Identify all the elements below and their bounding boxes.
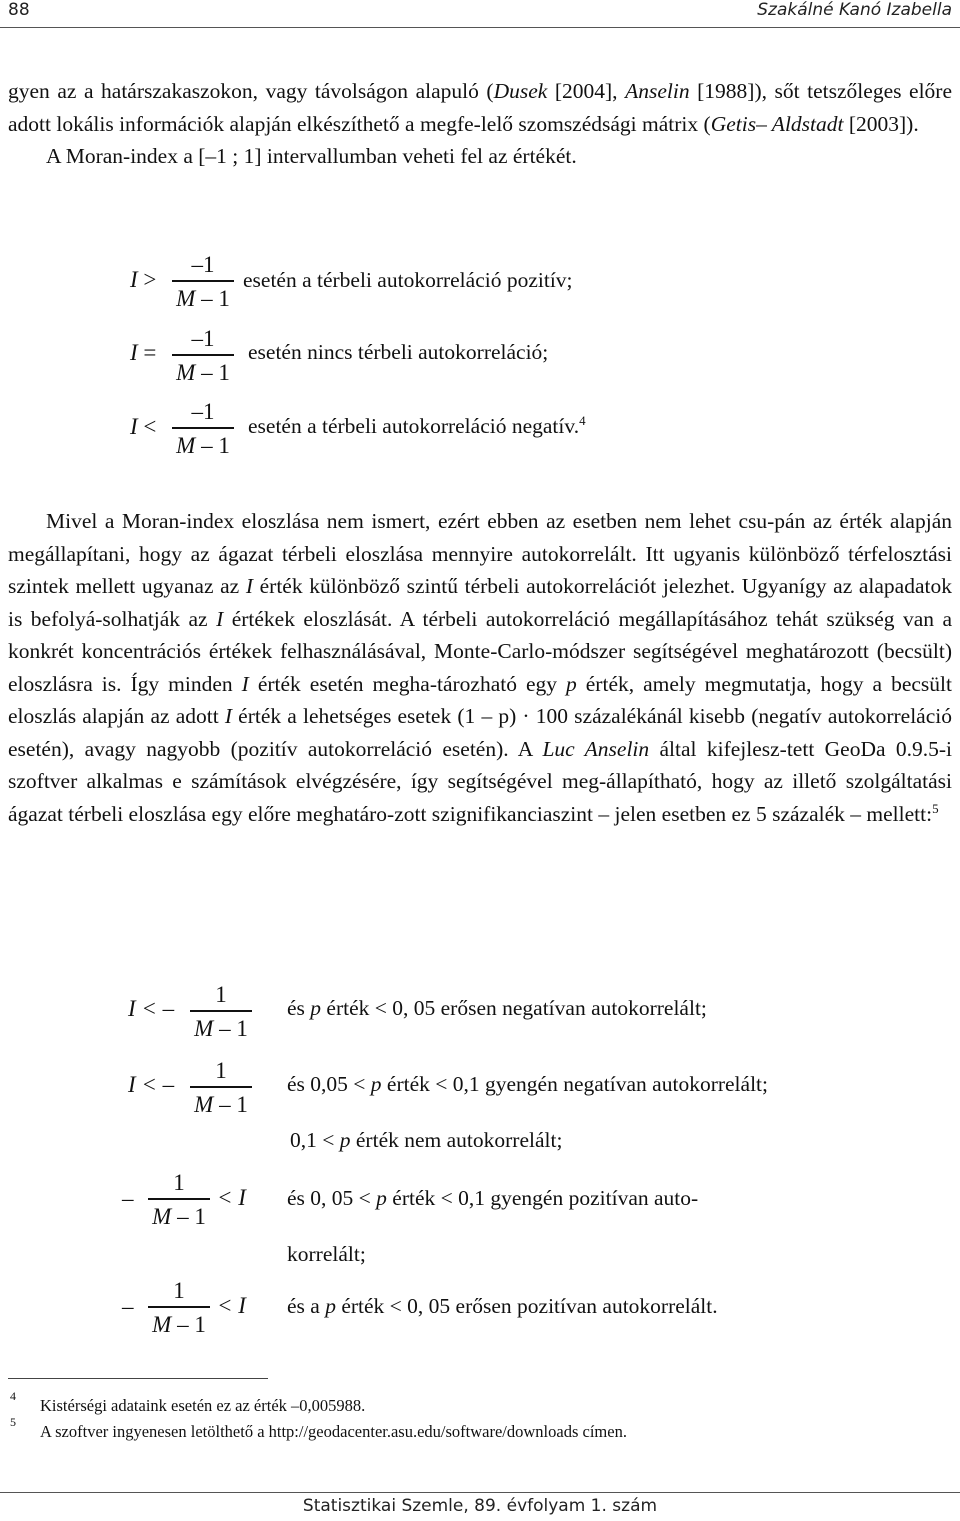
- footnote-4: 4 Kistérségi adataink esetén ez az érték –0,005988.: [10, 1389, 366, 1415]
- case3-text: esetén a térbeli autokorreláció negatív.$^4$: [248, 412, 586, 438]
- case1-text: esetén a térbeli autokorreláció pozitív;: [243, 268, 573, 292]
- rule2-fraction: 1 M – 1: [188, 1056, 254, 1120]
- inline-formula: (1 – p) · 100: [457, 704, 568, 728]
- rule5-fraction: 1 M – 1: [146, 1276, 212, 1340]
- footnote-ref-5: 5: [932, 800, 939, 816]
- case1-fraction: –1 M – 1: [170, 250, 236, 314]
- rule2-text: és 0,05 < p érték < 0,1 gyengén negatívan autokorrelált;: [287, 1072, 768, 1096]
- case2-text: esetén nincs térbeli autokorreláció;: [248, 340, 549, 364]
- rule4-continuation: korrelált;: [287, 1242, 366, 1266]
- rule1-fraction: 1 M – 1: [188, 980, 254, 1044]
- header-rule: [0, 27, 960, 28]
- rule2-lhs: I < –: [128, 1072, 175, 1097]
- footer-rule: [0, 1492, 960, 1493]
- rule5-text: és a p érték < 0, 05 erősen pozitívan autokorrelált.: [287, 1294, 718, 1318]
- running-author: Szakálné Kanó Izabella: [757, 0, 952, 20]
- footnote-rule: [8, 1378, 268, 1379]
- case3-fraction: –1 M – 1: [170, 397, 236, 461]
- rule5-minus: –: [122, 1294, 134, 1319]
- case2-lhs: I =: [130, 340, 157, 365]
- rule4-minus: –: [122, 1186, 134, 1211]
- rule3-text: 0,1 < p érték nem autokorrelált;: [290, 1128, 563, 1152]
- intro-paragraph: gyen az a határszakaszokon, vagy távolságon alapuló (Dusek [2004], Anselin [1988]), sőt tetszőleges előre adott lokális információk alapján elkészíthető a megfe-lelő szomszédsági mátrix (Getis– Aldstadt [2003]). A Moran-index a [–1 ; 1] intervallumban veheti fel az értékét.: [8, 79, 952, 168]
- page-number: 88: [8, 0, 30, 20]
- footnote-ref-4: 4: [579, 412, 586, 428]
- rule4-rhs: < I: [217, 1185, 246, 1210]
- rule5-rhs: < I: [217, 1293, 246, 1318]
- case2-fraction: –1 M – 1: [170, 324, 236, 388]
- rule1-lhs: I < –: [128, 996, 175, 1021]
- footnote-5: 5 A szoftver ingyenesen letölthető a http://geodacenter.asu.edu/software/downloads címen.: [10, 1415, 627, 1441]
- case1-lhs: I >: [130, 267, 157, 292]
- rule4-text: és 0, 05 < p érték < 0,1 gyengén pozitívan auto-: [287, 1186, 699, 1210]
- journal-footer: Statisztikai Szemle, 89. évfolyam 1. szám: [302, 1496, 658, 1516]
- body-paragraph: Mivel a Moran-index eloszlása nem ismert, ezért ebben az esetben nem lehet csu-pán az érték alapján megállapítani, hogy az ágazat térbeli eloszlása mennyire autokorrelált. Itt ugyanis különböző térfelosztási szintek mellett ugyanaz az I érték különböző szintű térbeli autokorrelációt jelezhet. Ugyanígy az alapadatok is befolyá-solhatják az I értékek eloszlását. A térbeli autokorreláció megállapításához tehát szükség van a konkrét koncentrációs értékek felhasználásával, Monte-Carlo-módszer segítségével meghatározott (becsült) eloszlásra is. Így minden I érték esetén megha-tározható egy p érték, amely megmutatja, hogy a becsült eloszlás alapján az adott I érték a lehetséges esetek (1 – p) · 100 százalékánál kisebb (negatív autokorreláció esetén), avagy nagyobb (pozitív autokorreláció esetén). A Luc Anselin által kifejlesz-tett GeoDa 0.9.5-i szoftver alkalmas e számítások elvégzésére, így segítségével meg-állapítható, hogy az illető szolgáltatási ágazat térbeli eloszlása egy előre meghatáro-zott szignifikanciaszint – jelen esetben ez 5 százalék – mellett:$^5$: [8, 509, 952, 826]
- rule1-text: és p érték < 0, 05 erősen negatívan autokorrelált;: [287, 996, 707, 1020]
- page-header: [0, 0, 960, 26]
- case3-lhs: I <: [130, 414, 157, 439]
- rule4-fraction: 1 M – 1: [146, 1168, 212, 1232]
